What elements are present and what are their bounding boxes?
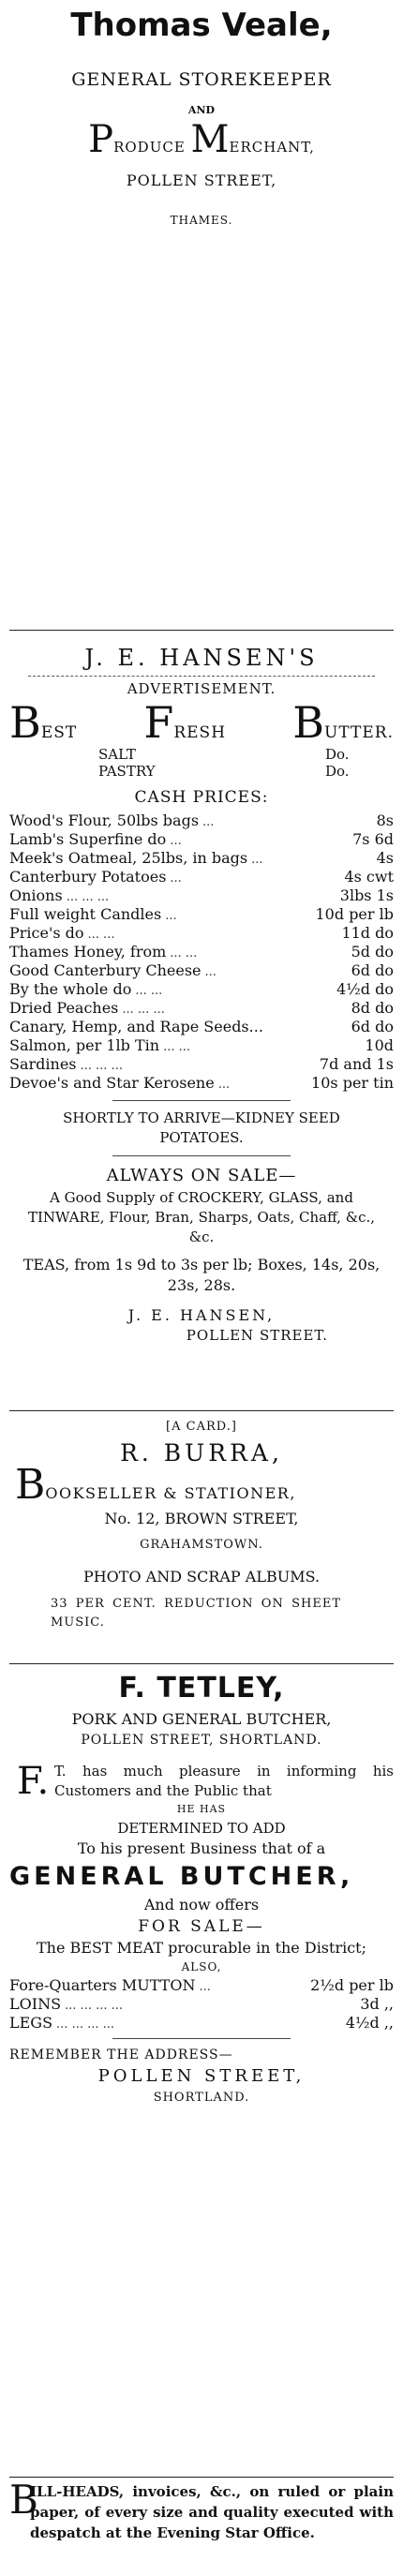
leader-dots: ... ... ...	[122, 1003, 165, 1017]
veale-produce-merchant: PRODUCE MERCHANT,	[88, 118, 315, 161]
item-name: Thames Honey, from	[9, 943, 167, 960]
meat-price-row	[9, 1995, 394, 2014]
burra-address: No. 12, BROWN STREET,	[104, 1510, 299, 1527]
item-price: 5d do	[351, 943, 394, 960]
card-label: [A CARD.]	[166, 1420, 237, 1434]
price-row	[9, 961, 394, 980]
veale-trade-line: GENERAL STOREKEEPER	[71, 69, 332, 90]
item-price: 2½d per lb	[310, 1976, 394, 1994]
remember-address: REMEMBER THE ADDRESS—	[9, 2047, 233, 2062]
item-name: Canterbury Potatoes	[9, 868, 167, 886]
item-price: 4½d do	[336, 980, 394, 998]
billheads-notice	[9, 2477, 394, 2543]
price-row	[9, 980, 394, 999]
hansen-signature-name: J. E. HANSEN,	[127, 1306, 276, 1324]
item-price: 7s 6d	[352, 830, 394, 848]
item-price: 4½d ,,	[345, 2014, 394, 2032]
general-butcher: GENERAL BUTCHER,	[9, 1862, 354, 1891]
leader-dots: ... ... ...	[80, 1059, 123, 1073]
item-price: 10s per tin	[311, 1074, 394, 1092]
tetley-intro: F. T. has much pleasure in informing his Customers and the Public that	[17, 1760, 394, 1803]
item-price: 10d	[365, 1036, 394, 1054]
item-name: By the whole do	[9, 980, 132, 998]
leader-dots: ... ...	[135, 984, 163, 998]
price-row	[9, 905, 394, 924]
tetley-street: POLLEN STREET, SHORTLAND.	[81, 1733, 322, 1748]
item-name: Fore-Quarters MUTTON	[9, 1976, 196, 1994]
price-row	[9, 1074, 394, 1093]
burra-name: R. BURRA,	[120, 1439, 283, 1467]
veale-street: POLLEN STREET,	[126, 171, 277, 189]
price-row	[9, 830, 394, 849]
item-price: 8s	[376, 812, 394, 829]
item-name: Lamb's Superfine do	[9, 830, 167, 848]
salt-row: SALT Do.	[98, 746, 350, 763]
item-price: 7d and 1s	[319, 1055, 394, 1073]
albums-notice: PHOTO AND SCRAP ALBUMS.	[82, 1568, 321, 1586]
best-meat: The BEST MEAT procurable in the District;	[36, 1939, 366, 1957]
hansen-subtitle: ADVERTISEMENT.	[127, 680, 276, 697]
leader-dots: ... ...	[170, 946, 198, 960]
price-list	[9, 812, 394, 1093]
item-name: Good Canterbury Cheese	[9, 961, 202, 979]
leader-dots: ...	[217, 1078, 231, 1092]
hansen-signature-street: POLLEN STREET.	[186, 1327, 328, 1344]
now-offers: And now offers	[143, 1896, 260, 1913]
item-name: Devoe's and Star Kerosene	[9, 1074, 215, 1092]
item-name: Wood's Flour, 50lbs bags	[9, 812, 200, 829]
also: ALSO,	[181, 1960, 222, 1973]
leader-dots: ... ... ... ...	[65, 1999, 124, 2013]
leader-dots: ...	[251, 853, 263, 867]
tetley-address-town: SHORTLAND.	[153, 2091, 250, 2105]
item-name: Canary, Hemp, and Rape Seeds...	[9, 1018, 263, 1035]
leader-dots: ...	[165, 909, 177, 923]
billheads-drop-cap: B	[9, 2477, 38, 2523]
item-name: LOINS	[9, 1995, 62, 2013]
item-name: Sardines	[9, 1055, 77, 1073]
divider	[9, 1410, 394, 1411]
bookseller-line: BOOKSELLER & STATIONER,	[15, 1461, 296, 1509]
divider	[9, 630, 394, 631]
tetley-trade: PORK AND GENERAL BUTCHER,	[71, 1710, 332, 1728]
leader-dots: ... ...	[87, 928, 115, 942]
veale-name: Thomas Veale,	[70, 7, 333, 44]
arrive-notice: SHORTLY TO ARRIVE—KIDNEY SEED POTATOES.	[63, 1109, 340, 1146]
price-row	[9, 868, 394, 886]
item-price: 3lbs 1s	[339, 886, 394, 904]
dashed-rule	[28, 676, 375, 677]
item-name: Salmon, per 1lb Tin	[9, 1036, 160, 1054]
veale-advertisement	[9, 0, 394, 230]
veale-town: THAMES.	[170, 214, 233, 227]
leader-dots: ... ...	[163, 1040, 190, 1054]
leader-dots: ... ... ... ...	[56, 2018, 115, 2032]
price-row	[9, 886, 394, 905]
supply-notice: A Good Supply of CROCKERY, GLASS, and TINWARE, Flour, Bran, Sharps, Oats, Chaff, &c., &c.	[27, 1189, 376, 1245]
item-price: 3d ,,	[360, 1995, 394, 2013]
tetley-address-street: POLLEN STREET,	[97, 2066, 306, 2086]
price-row	[9, 924, 394, 943]
pastry-row: PASTRY Do.	[98, 763, 350, 780]
item-price: 11d do	[341, 924, 394, 942]
item-name: Meek's Oatmeal, 25lbs, in bags	[9, 849, 248, 867]
veale-and: AND	[187, 104, 216, 116]
price-row	[9, 1018, 394, 1036]
leader-dots: ...	[170, 871, 182, 886]
item-price: 6d do	[351, 961, 394, 979]
hansen-title: J. E. HANSEN'S	[84, 645, 319, 671]
item-name: Dried Peaches	[9, 999, 119, 1017]
leader-dots: ...	[202, 815, 215, 829]
determined-to-add: DETERMINED TO ADD	[117, 1820, 286, 1837]
leader-dots: ...	[170, 834, 182, 848]
tetley-name: F. TETLEY,	[118, 1672, 285, 1705]
divider	[9, 1663, 394, 1664]
meat-price-row	[9, 1976, 394, 1995]
he-has: HE HAS	[176, 1803, 227, 1815]
leader-dots: ...	[204, 965, 216, 979]
price-row	[9, 1055, 394, 1074]
item-name: LEGS	[9, 2014, 53, 2032]
hansen-advertisement	[9, 642, 394, 1345]
short-rule	[112, 1100, 291, 1101]
divider	[9, 2477, 394, 2478]
reduction-notice: 33 PER CENT. REDUCTION ON SHEET MUSIC.	[51, 1597, 341, 1630]
item-price: 8d do	[351, 999, 394, 1017]
item-price: 10d per lb	[315, 905, 394, 923]
price-row	[9, 849, 394, 868]
item-name: Onions	[9, 886, 63, 904]
price-row	[9, 943, 394, 961]
burra-town: GRAHAMSTOWN.	[140, 1538, 263, 1552]
item-name: Price's do	[9, 924, 84, 942]
item-price: 6d do	[351, 1018, 394, 1035]
price-row	[9, 1036, 394, 1055]
short-rule	[112, 2038, 291, 2039]
price-row	[9, 812, 394, 830]
meat-list	[9, 1976, 394, 2033]
burra-advertisement	[9, 1417, 394, 1632]
always-on-sale: ALWAYS ON SALE—	[106, 1166, 297, 1185]
cash-prices-heading: CASH PRICES:	[134, 788, 269, 807]
item-price: 4s cwt	[344, 868, 394, 886]
price-row	[9, 999, 394, 1018]
tetley-advertisement	[9, 1668, 394, 2108]
meat-price-row	[9, 2014, 394, 2033]
leader-dots: ... ... ...	[66, 890, 110, 904]
best-fresh-butter: BEST FRESH BUTTER.	[9, 697, 394, 748]
billheads-text: ILL-HEADS, invoices, &c., on ruled or plain paper, of every size and quality executed with despatch at the Evening Star Office.	[30, 2483, 394, 2541]
teas-notice: TEAS, from 1s 9d to 3s per lb; Boxes, 14s, 20s, 23s, 28s.	[22, 1256, 381, 1294]
for-sale: FOR SALE—	[138, 1917, 265, 1936]
short-rule	[112, 1155, 291, 1156]
item-name: Full weight Candles	[9, 905, 162, 923]
present-business: To his present Business that of a	[77, 1839, 326, 1857]
leader-dots: ...	[199, 1980, 211, 1994]
item-price: 4s	[376, 849, 394, 867]
